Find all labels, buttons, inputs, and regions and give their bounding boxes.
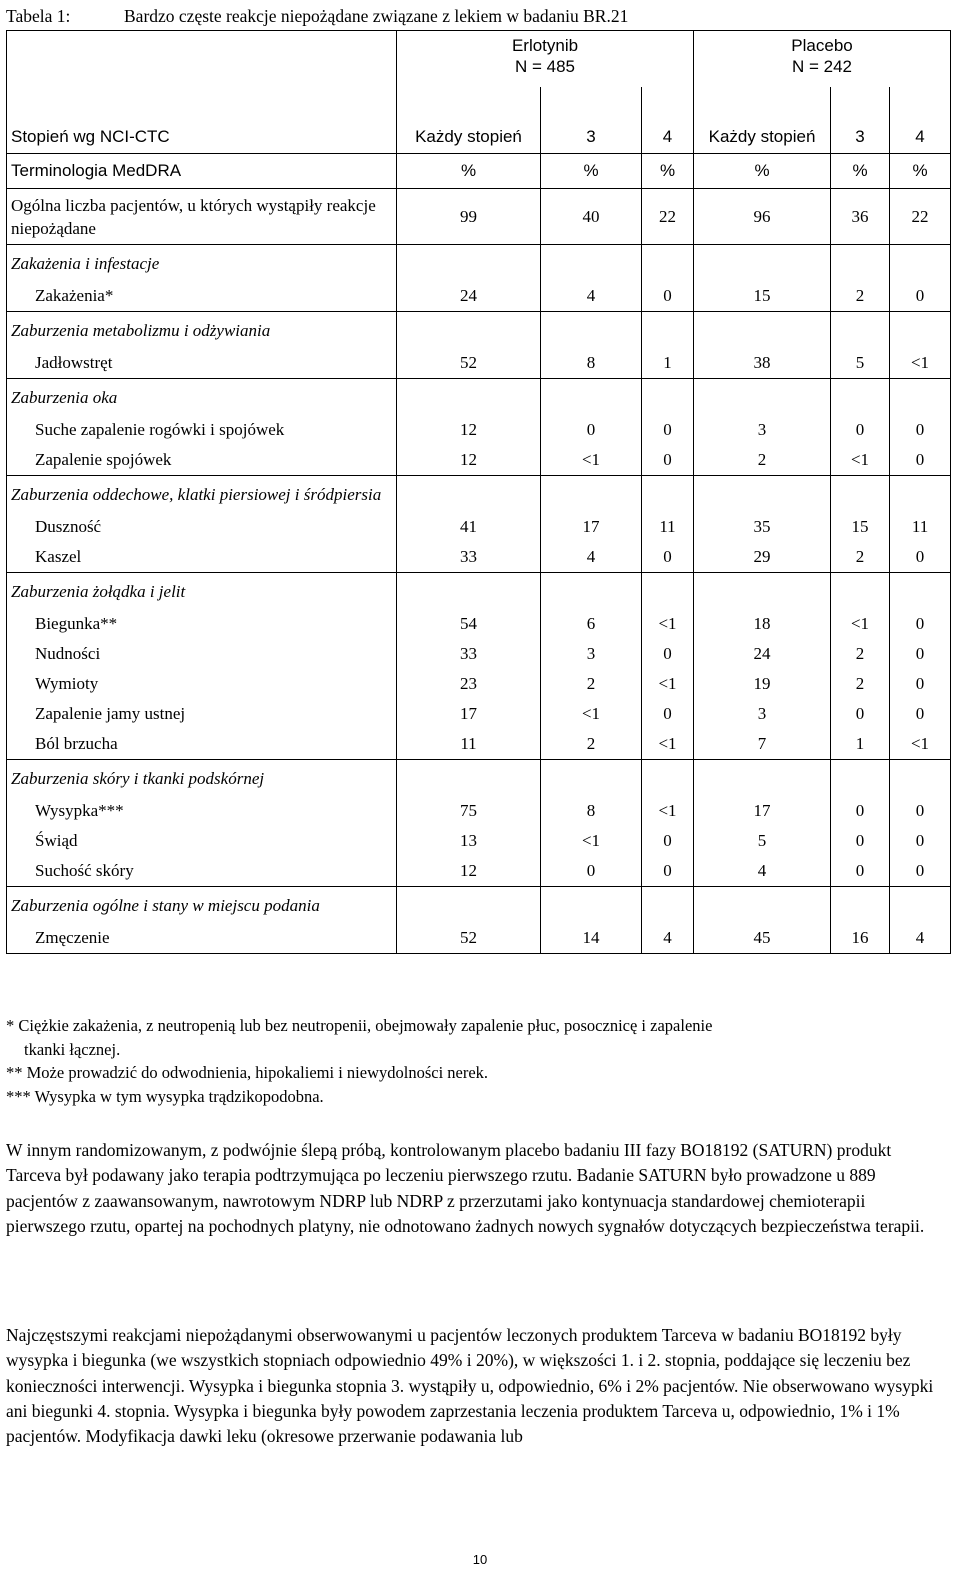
value-cell: <1 bbox=[642, 669, 694, 699]
soc-empty-cell bbox=[831, 573, 890, 610]
soc-empty-cell bbox=[694, 573, 831, 610]
value-cell: 52 bbox=[397, 348, 541, 379]
term-label: Wysypka*** bbox=[7, 796, 397, 826]
value-cell: 0 bbox=[642, 542, 694, 573]
footnote-1-continuation: tkanki łącznej. bbox=[24, 1039, 121, 1059]
table-row bbox=[7, 796, 951, 826]
unit-cell: % bbox=[831, 154, 890, 189]
soc-row bbox=[7, 760, 951, 797]
value-cell: 33 bbox=[397, 542, 541, 573]
unit-row-label: Terminologia MedDRA bbox=[7, 154, 397, 189]
value-cell: 0 bbox=[831, 699, 890, 729]
table-row bbox=[7, 445, 951, 476]
paragraph-bo18192: Najczęstszymi reakcjami niepożądanymi obserwowanymi u pacjentów leczonych produktem Tarceva w badaniu BO18192 były wysypka i biegunka (we wszystkich stopniach odpowiednio 49% i 20%), w większości 1. i 2. stopnia, poddające się leczeniu bez konieczności interwencji. Wysypka i biegunka stopnia 3. wystąpiły u, odpowiednio, 6% i 2% pacjentów. Nie obserwowano wysypki ani biegunki 4. stopnia. Wysypka i biegunka były powodem zaprzestania leczenia produktem Tarceva u, odpowiednio, 1% i 1% pacjentów. Modyfikacja dawki leku (okresowe przerwanie podawania lub bbox=[6, 1325, 934, 1447]
value-cell: 4 bbox=[541, 281, 642, 312]
value-cell: 11 bbox=[890, 512, 951, 542]
table-row bbox=[7, 281, 951, 312]
soc-row bbox=[7, 379, 951, 416]
value-cell: 8 bbox=[541, 796, 642, 826]
value-cell: 15 bbox=[831, 512, 890, 542]
value-cell: 1 bbox=[642, 348, 694, 379]
soc-empty-cell bbox=[831, 312, 890, 349]
value-cell: 0 bbox=[642, 445, 694, 476]
grade-col-3-erlotinib: 3 bbox=[541, 87, 642, 154]
soc-empty-cell bbox=[541, 573, 642, 610]
soc-row bbox=[7, 245, 951, 282]
value-cell: 12 bbox=[397, 415, 541, 445]
term-label: Wymioty bbox=[7, 669, 397, 699]
soc-empty-cell bbox=[397, 245, 541, 282]
value-cell: 0 bbox=[831, 415, 890, 445]
value-cell: 0 bbox=[642, 281, 694, 312]
value-cell: 0 bbox=[642, 699, 694, 729]
value-cell: 0 bbox=[541, 856, 642, 887]
footnote-3: *** Wysypka w tym wysypka trądzikopodobna. bbox=[6, 1086, 324, 1106]
page-number: 10 bbox=[472, 1552, 488, 1567]
footnote-2: ** Może prowadzić do odwodnienia, hipokaliemi i niewydolności nerek. bbox=[6, 1063, 489, 1082]
table-row bbox=[7, 512, 951, 542]
soc-label: Zakażenia i infestacje bbox=[7, 245, 397, 282]
value-cell: <1 bbox=[890, 348, 951, 379]
grade-col-4-placebo: 4 bbox=[890, 87, 951, 154]
soc-empty-cell bbox=[397, 573, 541, 610]
soc-empty-cell bbox=[831, 887, 890, 924]
soc-empty-cell bbox=[541, 312, 642, 349]
arm-count: N = 242 bbox=[792, 57, 853, 76]
value-cell: 96 bbox=[694, 189, 831, 245]
soc-empty-cell bbox=[642, 312, 694, 349]
value-cell: <1 bbox=[541, 699, 642, 729]
value-cell: 2 bbox=[831, 542, 890, 573]
unit-cell: % bbox=[397, 154, 541, 189]
value-cell: 36 bbox=[831, 189, 890, 245]
table-caption-label: Tabela 1: bbox=[6, 6, 71, 26]
value-cell: 11 bbox=[642, 512, 694, 542]
soc-empty-cell bbox=[397, 887, 541, 924]
table-row bbox=[7, 699, 951, 729]
value-cell: 13 bbox=[397, 826, 541, 856]
soc-row bbox=[7, 476, 951, 513]
term-label: Zmęczenie bbox=[7, 923, 397, 954]
table-caption bbox=[6, 6, 628, 27]
value-cell: 4 bbox=[541, 542, 642, 573]
unit-cell: % bbox=[642, 154, 694, 189]
unit-cell: % bbox=[694, 154, 831, 189]
soc-empty-cell bbox=[541, 476, 642, 513]
value-cell: <1 bbox=[642, 609, 694, 639]
soc-empty-cell bbox=[831, 760, 890, 797]
soc-empty-cell bbox=[694, 476, 831, 513]
value-cell: 18 bbox=[694, 609, 831, 639]
grade-col-any-placebo: Każdy stopień bbox=[694, 87, 831, 154]
value-cell: 0 bbox=[890, 415, 951, 445]
grade-header-label: Stopień wg NCI-CTC bbox=[7, 87, 397, 154]
value-cell: <1 bbox=[642, 796, 694, 826]
paragraph-saturn: W innym randomizowanym, z podwójnie ślepą próbą, kontrolowanym placebo badaniu III fazy BO18192 (SATURN) produkt Tarceva był podawany jako terapia podtrzymująca po leczeniu pierwszego rzutu. Badanie SATURN było prowadzone u 889 pacjentów z zaawansowanym, nawrotowym NDRP lub NDRP z przerzutami jako kontynuacja standardowej chemioterapii pierwszego rzutu, opartej na pochodnych platyny, nie odnotowano żadnych nowych sygnałów dotyczących bezpieczeństwa terapii. bbox=[6, 1140, 925, 1236]
value-cell: 8 bbox=[541, 348, 642, 379]
footnotes bbox=[6, 1014, 950, 1108]
table-row bbox=[7, 415, 951, 445]
value-cell: 0 bbox=[890, 609, 951, 639]
soc-label: Zaburzenia oka bbox=[7, 379, 397, 416]
value-cell: 2 bbox=[831, 639, 890, 669]
value-cell: 4 bbox=[890, 923, 951, 954]
soc-empty-cell bbox=[541, 887, 642, 924]
table-row bbox=[7, 609, 951, 639]
value-cell: 24 bbox=[694, 639, 831, 669]
term-label: Duszność bbox=[7, 512, 397, 542]
soc-empty-cell bbox=[541, 379, 642, 416]
grade-col-any-erlotinib: Każdy stopień bbox=[397, 87, 541, 154]
table-caption-text: Bardzo częste reakcje niepożądane związane z lekiem w badaniu BR.21 bbox=[124, 6, 629, 26]
value-cell: 2 bbox=[831, 281, 890, 312]
value-cell: 0 bbox=[642, 826, 694, 856]
value-cell: 33 bbox=[397, 639, 541, 669]
soc-empty-cell bbox=[831, 476, 890, 513]
arm-name: Erlotynib bbox=[511, 36, 579, 55]
value-cell: 12 bbox=[397, 445, 541, 476]
soc-empty-cell bbox=[890, 312, 951, 349]
soc-empty-cell bbox=[397, 476, 541, 513]
soc-empty-cell bbox=[890, 476, 951, 513]
footnote-1: * Ciężkie zakażenia, z neutropenią lub bez neutropenii, obejmowały zapalenie płuc, posocznicę i zapalenie bbox=[6, 1016, 713, 1035]
value-cell: 11 bbox=[397, 729, 541, 760]
value-cell: <1 bbox=[541, 826, 642, 856]
soc-empty-cell bbox=[642, 379, 694, 416]
value-cell: 24 bbox=[397, 281, 541, 312]
grade-col-3-placebo: 3 bbox=[831, 87, 890, 154]
value-cell: 54 bbox=[397, 609, 541, 639]
value-cell: <1 bbox=[642, 729, 694, 760]
soc-empty-cell bbox=[831, 245, 890, 282]
soc-label: Zaburzenia skóry i tkanki podskórnej bbox=[7, 760, 397, 797]
value-cell: 7 bbox=[694, 729, 831, 760]
value-cell: 17 bbox=[694, 796, 831, 826]
value-cell: 4 bbox=[642, 923, 694, 954]
value-cell: 0 bbox=[890, 699, 951, 729]
grade-col-4-erlotinib: 4 bbox=[642, 87, 694, 154]
soc-empty-cell bbox=[397, 760, 541, 797]
term-label: Kaszel bbox=[7, 542, 397, 573]
value-cell: 41 bbox=[397, 512, 541, 542]
value-cell: 19 bbox=[694, 669, 831, 699]
value-cell: <1 bbox=[831, 609, 890, 639]
value-cell: 38 bbox=[694, 348, 831, 379]
soc-empty-cell bbox=[541, 245, 642, 282]
value-cell: 45 bbox=[694, 923, 831, 954]
adverse-reactions-table bbox=[6, 30, 951, 954]
value-cell: 17 bbox=[541, 512, 642, 542]
term-label: Biegunka** bbox=[7, 609, 397, 639]
value-cell: 0 bbox=[831, 826, 890, 856]
table-row bbox=[7, 826, 951, 856]
soc-empty-cell bbox=[397, 312, 541, 349]
soc-label: Zaburzenia metabolizmu i odżywiania bbox=[7, 312, 397, 349]
value-cell: 5 bbox=[694, 826, 831, 856]
table-row bbox=[7, 923, 951, 954]
value-cell: 0 bbox=[890, 281, 951, 312]
soc-empty-cell bbox=[642, 887, 694, 924]
value-cell: 40 bbox=[541, 189, 642, 245]
soc-empty-cell bbox=[642, 573, 694, 610]
term-label: Świąd bbox=[7, 826, 397, 856]
value-cell: 5 bbox=[831, 348, 890, 379]
table-row bbox=[7, 542, 951, 573]
soc-empty-cell bbox=[890, 379, 951, 416]
term-label: Zapalenie spojówek bbox=[7, 445, 397, 476]
soc-empty-cell bbox=[694, 887, 831, 924]
soc-row bbox=[7, 573, 951, 610]
soc-empty-cell bbox=[397, 379, 541, 416]
table-row bbox=[7, 729, 951, 760]
soc-empty-cell bbox=[890, 760, 951, 797]
arm-header-erlotinib bbox=[397, 31, 694, 88]
value-cell: 75 bbox=[397, 796, 541, 826]
soc-empty-cell bbox=[642, 476, 694, 513]
value-cell: 0 bbox=[642, 415, 694, 445]
unit-cell: % bbox=[890, 154, 951, 189]
value-cell: 0 bbox=[890, 639, 951, 669]
soc-empty-cell bbox=[831, 379, 890, 416]
value-cell: 3 bbox=[694, 699, 831, 729]
soc-row bbox=[7, 887, 951, 924]
term-label: Nudności bbox=[7, 639, 397, 669]
value-cell: 2 bbox=[694, 445, 831, 476]
value-cell: 52 bbox=[397, 923, 541, 954]
value-cell: 0 bbox=[642, 856, 694, 887]
term-label: Suche zapalenie rogówki i spojówek bbox=[7, 415, 397, 445]
value-cell: 22 bbox=[890, 189, 951, 245]
soc-empty-cell bbox=[890, 573, 951, 610]
soc-empty-cell bbox=[642, 245, 694, 282]
value-cell: 0 bbox=[541, 415, 642, 445]
arm-count: N = 485 bbox=[515, 57, 576, 76]
value-cell: 0 bbox=[831, 796, 890, 826]
total-row bbox=[7, 189, 951, 245]
arm-name: Placebo bbox=[791, 36, 853, 55]
soc-label: Zaburzenia żołądka i jelit bbox=[7, 573, 397, 610]
value-cell: 6 bbox=[541, 609, 642, 639]
soc-empty-cell bbox=[890, 887, 951, 924]
soc-empty-cell bbox=[694, 245, 831, 282]
term-label: Jadłowstręt bbox=[7, 348, 397, 379]
value-cell: 0 bbox=[642, 639, 694, 669]
arm-header-placebo bbox=[694, 31, 951, 88]
value-cell: 3 bbox=[694, 415, 831, 445]
value-cell: 3 bbox=[541, 639, 642, 669]
value-cell: 1 bbox=[831, 729, 890, 760]
value-cell: 16 bbox=[831, 923, 890, 954]
value-cell: 17 bbox=[397, 699, 541, 729]
value-cell: 0 bbox=[890, 796, 951, 826]
value-cell: <1 bbox=[890, 729, 951, 760]
soc-empty-cell bbox=[642, 760, 694, 797]
header-empty-cell bbox=[7, 31, 397, 88]
soc-empty-cell bbox=[694, 312, 831, 349]
soc-label: Zaburzenia ogólne i stany w miejscu podania bbox=[7, 887, 397, 924]
value-cell: 35 bbox=[694, 512, 831, 542]
value-cell: <1 bbox=[541, 445, 642, 476]
soc-empty-cell bbox=[541, 760, 642, 797]
total-row-label: Ogólna liczba pacjentów, u których wystąpiły reakcje niepożądane bbox=[7, 189, 397, 245]
value-cell: 4 bbox=[694, 856, 831, 887]
value-cell: 2 bbox=[831, 669, 890, 699]
value-cell: 14 bbox=[541, 923, 642, 954]
value-cell: 99 bbox=[397, 189, 541, 245]
value-cell: 0 bbox=[890, 669, 951, 699]
term-label: Suchość skóry bbox=[7, 856, 397, 887]
value-cell: 29 bbox=[694, 542, 831, 573]
soc-empty-cell bbox=[890, 245, 951, 282]
value-cell: 2 bbox=[541, 729, 642, 760]
value-cell: 0 bbox=[890, 856, 951, 887]
unit-cell: % bbox=[541, 154, 642, 189]
table-row bbox=[7, 669, 951, 699]
value-cell: 12 bbox=[397, 856, 541, 887]
soc-empty-cell bbox=[694, 760, 831, 797]
term-label: Zakażenia* bbox=[7, 281, 397, 312]
table-row bbox=[7, 348, 951, 379]
value-cell: 2 bbox=[541, 669, 642, 699]
soc-row bbox=[7, 312, 951, 349]
value-cell: 23 bbox=[397, 669, 541, 699]
value-cell: 0 bbox=[890, 542, 951, 573]
term-label: Zapalenie jamy ustnej bbox=[7, 699, 397, 729]
value-cell: 0 bbox=[831, 856, 890, 887]
soc-label: Zaburzenia oddechowe, klatki piersiowej i śródpiersia bbox=[7, 476, 397, 513]
term-label: Ból brzucha bbox=[7, 729, 397, 760]
value-cell: 0 bbox=[890, 445, 951, 476]
soc-empty-cell bbox=[694, 379, 831, 416]
value-cell: 0 bbox=[890, 826, 951, 856]
table-row bbox=[7, 856, 951, 887]
value-cell: <1 bbox=[831, 445, 890, 476]
value-cell: 15 bbox=[694, 281, 831, 312]
value-cell: 22 bbox=[642, 189, 694, 245]
table-row bbox=[7, 639, 951, 669]
